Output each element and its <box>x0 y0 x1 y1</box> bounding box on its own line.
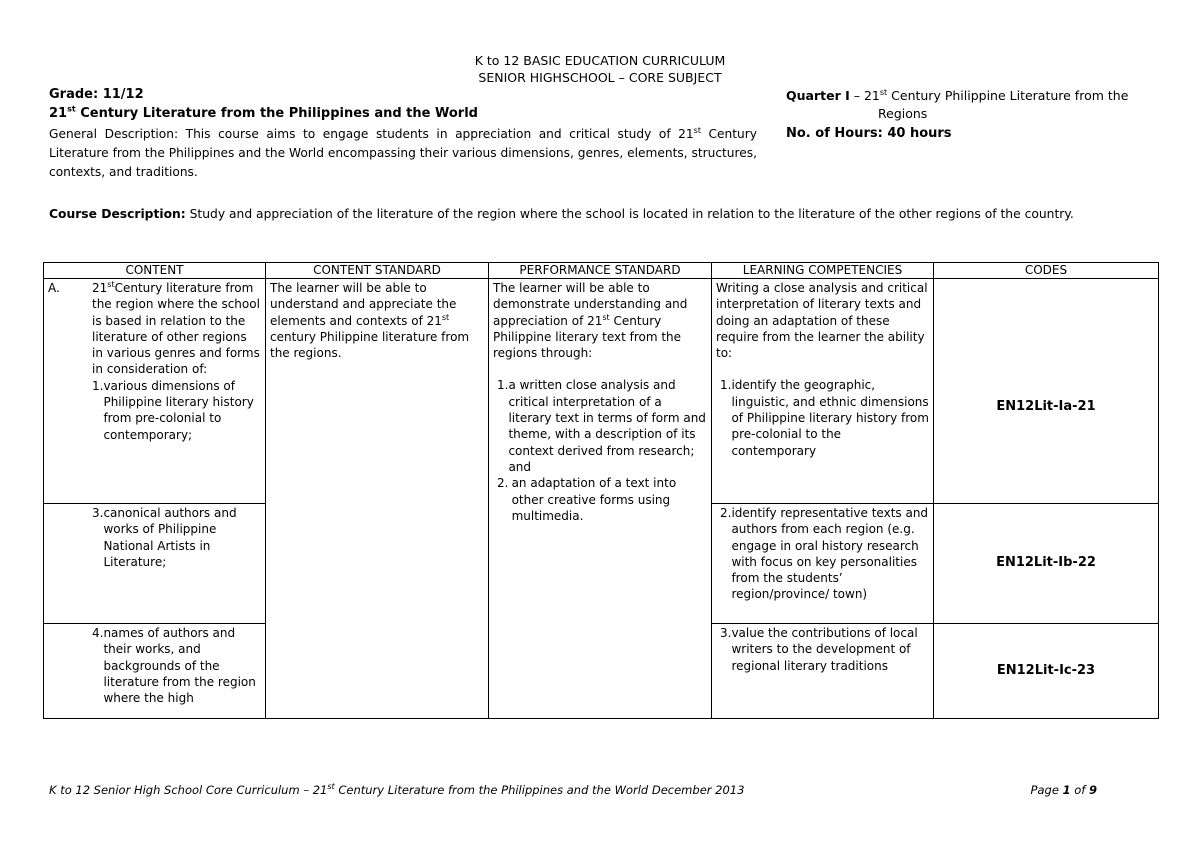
performance-item-2-num: 2. <box>497 476 509 491</box>
content-item-4 <box>48 625 261 706</box>
page-of-label: of <box>1070 783 1089 797</box>
performance-standard-pre: The learner will be able to demonstrate understanding and appreciation of 21 <box>493 281 688 328</box>
content-a-body: Century literature from the region where the school is based in relation to the literature of other regions in various genres and forms in consideration of: <box>92 281 260 377</box>
content-standard-cell <box>266 279 489 719</box>
subject-title-num: 21 <box>49 106 68 121</box>
code-cell-3: EN12Lit-Ic-23 <box>934 624 1159 719</box>
content-cell <box>44 504 266 624</box>
content-a-pre: 21 <box>92 281 108 295</box>
code-cell-1: EN12Lit-Ia-21 <box>934 279 1159 504</box>
competency-item-2-text: identify representative texts and authors from each region (e.g. engage in oral history research with focus on key personalities from the students’ region/province/ town) <box>731 506 929 602</box>
quarter-line-2: Regions <box>878 106 928 121</box>
general-description-sup: st <box>693 125 701 135</box>
footer-document-title <box>49 783 744 797</box>
performance-item-1-num: 1. <box>497 378 509 393</box>
competency-item-3-num: 3. <box>720 626 732 640</box>
content-cell <box>44 624 266 719</box>
performance-item-1 <box>493 377 707 475</box>
competency-item-1-num: 1. <box>720 378 732 393</box>
performance-standard-post: Century Philippine literary text from the regions through: <box>493 313 682 361</box>
content-item-1-num: 1. <box>92 378 104 393</box>
quarter-sup: st <box>879 87 888 97</box>
content-item-3-num: 3. <box>92 506 104 520</box>
footer-left-pre: K to 12 Senior High School Core Curriculum – 21 <box>49 783 328 797</box>
header-codes: CODES <box>934 263 1159 279</box>
quarter-info <box>786 87 1136 123</box>
general-description-post: Century Literature from the Philippines and the World encompassing their various dimensions, genres, elements, structures, contexts, and traditions. <box>49 127 757 179</box>
header-performance-standard: PERFORMANCE STANDARD <box>489 263 712 279</box>
competency-item-1 <box>716 377 929 458</box>
learning-competency-cell-2 <box>712 504 934 624</box>
content-a-num: A. <box>48 281 60 295</box>
content-item-1-text: various dimensions of Philippine literary history from pre-colonial to contemporary; <box>103 378 254 442</box>
subject-title-text: Century Literature from the Philippines and the World <box>75 106 478 121</box>
performance-item-1-text: a written close analysis and critical interpretation of a literary text in terms of form and theme, with a description of its context derived from research; and <box>508 378 706 474</box>
course-description-label: Course Description: <box>49 207 186 221</box>
header-line-2: SENIOR HIGHSCHOOL – CORE SUBJECT <box>478 70 722 85</box>
course-description <box>49 205 1159 223</box>
document-header <box>0 52 1200 86</box>
table-header-row <box>44 263 1159 279</box>
header-learning-competencies: LEARNING COMPETENCIES <box>712 263 934 279</box>
page-current: 1 <box>1062 783 1071 797</box>
competency-item-3 <box>716 625 929 674</box>
quarter-label: Quarter I <box>786 88 850 103</box>
content-item-3 <box>48 505 261 570</box>
content-item-1 <box>48 378 261 443</box>
quarter-dash: – 21 <box>849 88 880 103</box>
content-item-4-text: names of authors and their works, and backgrounds of the literature from the region where the high <box>103 626 256 706</box>
content-item-4-num: 4. <box>92 626 104 640</box>
content-a-text <box>92 280 261 378</box>
competency-item-1-text: identify the geographic, linguistic, and ethnic dimensions of Philippine literary history from pre-colonial to the contemporary <box>731 378 929 458</box>
content-a-item <box>48 280 261 378</box>
performance-standard-sup: st <box>602 312 610 322</box>
learning-competency-cell-1 <box>712 279 934 504</box>
performance-item-2-text: an adaptation of a text into other creative forms using multimedia. <box>511 476 677 523</box>
content-item-3-text: canonical authors and works of Philippine National Artists in Literature; <box>103 506 237 569</box>
header-content: CONTENT <box>44 263 266 279</box>
table-row <box>44 279 1159 504</box>
subject-title-sup: st <box>67 104 76 114</box>
curriculum-table <box>43 262 1159 719</box>
competency-item-2-num: 2. <box>720 506 732 520</box>
general-description-pre: General Description: This course aims to engage students in appreciation and critical study of 21 <box>49 127 694 141</box>
course-description-text: Study and appreciation of the literature of the region where the school is located in relation to the literature of the other regions of the country. <box>185 207 1074 221</box>
header-line-1: K to 12 BASIC EDUCATION CURRICULUM <box>474 53 726 68</box>
code-cell-2: EN12Lit-Ib-22 <box>934 504 1159 624</box>
footer-left-sup: st <box>327 782 335 792</box>
subject-title <box>49 106 478 121</box>
hours-label: No. of Hours: 40 hours <box>786 126 952 141</box>
footer-left-post: Century Literature from the Philippines and the World December 2013 <box>334 783 745 797</box>
general-description <box>49 125 757 182</box>
page-label: Page <box>1030 783 1063 797</box>
performance-standard-cell <box>489 279 712 719</box>
header-content-standard: CONTENT STANDARD <box>266 263 489 279</box>
content-standard-post: century Philippine literature from the regions. <box>270 329 470 361</box>
content-standard-sup: st <box>441 312 450 322</box>
learning-competency-cell-3 <box>712 624 934 719</box>
page-total: 9 <box>1088 783 1097 797</box>
page-number <box>1031 783 1097 797</box>
grade-label: Grade: 11/12 <box>49 87 144 102</box>
quarter-text: Century Philippine Literature from the <box>887 88 1129 103</box>
competency-item-3-text: value the contributions of local writers to the development of regional literary traditions <box>731 626 918 673</box>
performance-standard-intro <box>493 280 707 361</box>
learning-competencies-intro: Writing a close analysis and critical interpretation of literary texts and doing an adaptation of these require from the learner the ability to: <box>716 281 928 361</box>
content-standard-pre: The learner will be able to understand and appreciate the elements and contexts of 21 <box>270 281 457 328</box>
content-a-sup: st <box>107 280 115 289</box>
performance-item-2 <box>493 475 707 524</box>
competency-item-2 <box>716 505 929 603</box>
content-cell <box>44 279 266 504</box>
